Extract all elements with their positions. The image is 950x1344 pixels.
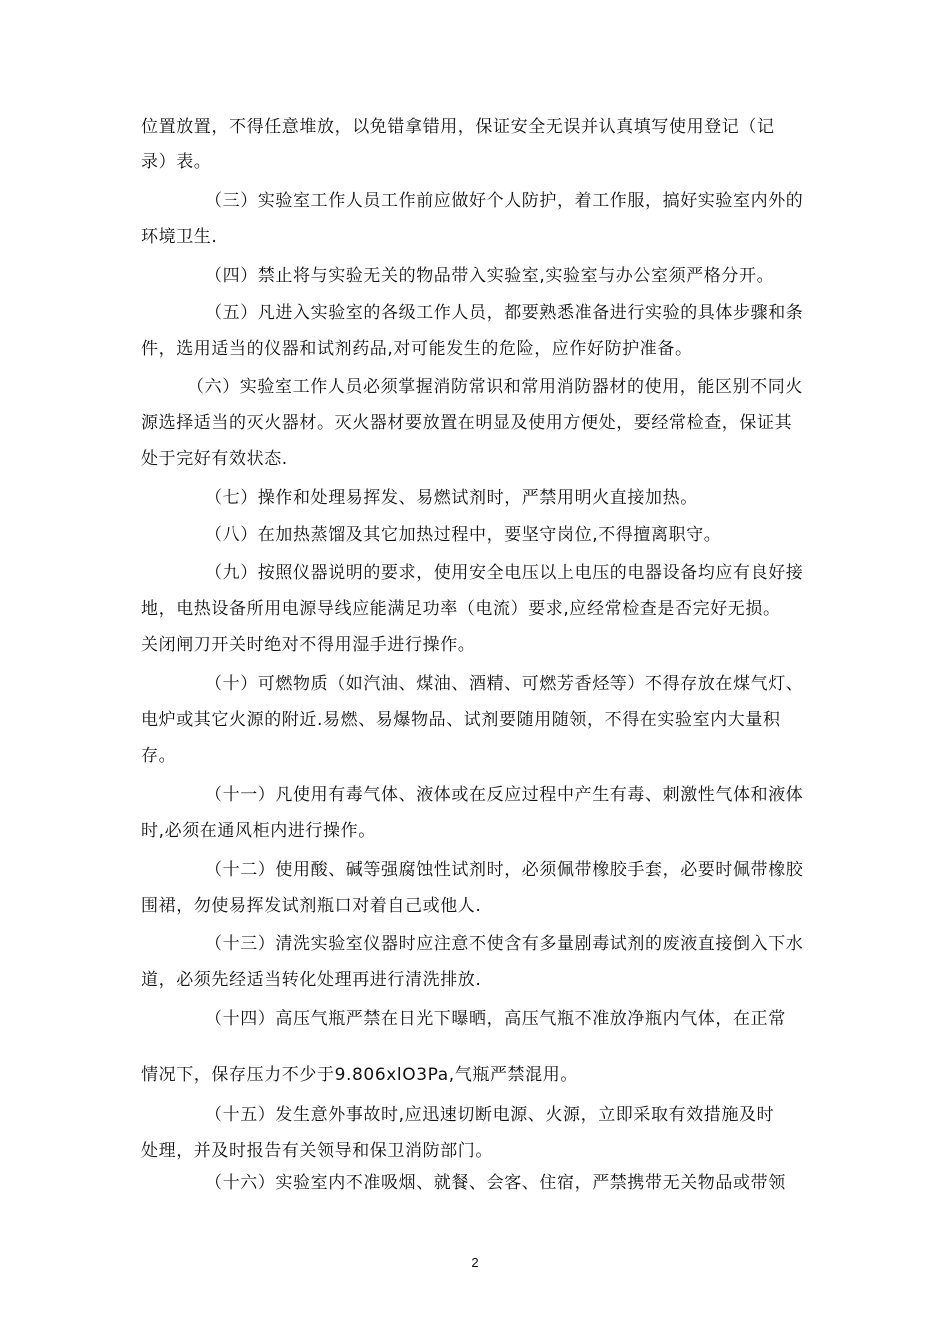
text-line: 地，电热设备所用电源导线应能满足功率（电流）要求,应经常检查是否完好无损。 [141, 599, 781, 619]
text-line: （十一）凡使用有毒气体、液体或在反应过程中产生有毒、刺激性气体和液体 [205, 785, 804, 805]
text-line: 位置放置，不得任意堆放，以免错拿错用，保证安全无误并认真填写使用登记（记 [141, 117, 775, 137]
text-line: 存。 [141, 746, 177, 766]
text-line: （十二）使用酸、碱等强腐蚀性试剂时，必须佩带橡胶手套，必要时佩带橡胶 [205, 860, 804, 880]
text-line: 处于完好有效状态. [141, 449, 288, 469]
text-line: 道，必须先经适当转化处理再进行清洗排放. [141, 970, 482, 990]
text-line: （五）凡进入实验室的各级工作人员，都要熟悉准备进行实验的具体步骤和条 [205, 303, 804, 323]
text-line: （十）可燃物质（如汽油、煤油、酒精、可燃芳香烃等）不得存放在煤气灯、 [205, 674, 804, 694]
text-line: 件，选用适当的仪器和试剂药品,对可能发生的危险，应作好防护准备。 [141, 339, 693, 359]
text-line: （六）实验室工作人员必须掌握消防常识和常用消防器材的使用，能区别不同火 [187, 377, 803, 397]
text-line: 情况下，保存压力不少于9.806xlO3Pa,气瓶严禁混用。 [141, 1065, 578, 1085]
text-line: （九）按照仪器说明的要求，使用安全电压以上电压的电器设备均应有良好接 [205, 563, 804, 583]
text-line: （四）禁止将与实验无关的物品带入实验室,实验室与办公室须严格分开。 [205, 266, 775, 286]
text-line: 围裙，勿使易挥发试剂瓶口对着自己或他人. [141, 896, 482, 916]
page-number: 2 [471, 1255, 479, 1270]
text-line: 电炉或其它火源的附近.易燃、易爆物品、试剂要随用随领，不得在实验室内大量积 [141, 710, 781, 730]
text-line: 关闭闸刀开关时绝对不得用湿手进行操作。 [141, 635, 476, 655]
text-line: （十五）发生意外事故时,应迅速切断电源、火源，立即采取有效措施及时 [205, 1105, 775, 1125]
text-line: （十三）清洗实验室仪器时应注意不使含有多量剧毒试剂的废液直接倒入下水 [205, 934, 804, 954]
text-line: 环境卫生. [141, 227, 218, 247]
text-line: 录）表。 [141, 152, 212, 172]
text-line: （八）在加热蒸馏及其它加热过程中，要坚守岗位,不得擅离职守。 [205, 525, 722, 545]
text-line: 处理，并及时报告有关领导和保卫消防部门。 [141, 1141, 493, 1161]
text-line: （十六）实验室内不准吸烟、就餐、会客、住宿，严禁携带无关物品或带领 [205, 1173, 786, 1193]
text-line: 时,必须在通风柜内进行操作。 [141, 821, 376, 841]
text-line: （三）实验室工作人员工作前应做好个人防护，着工作服，搞好实验室内外的 [205, 191, 804, 211]
text-line: 源选择适当的灭火器材。灭火器材要放置在明显及使用方便处，要经常检查，保证其 [141, 413, 793, 433]
text-line: （七）操作和处理易挥发、易燃试剂时，严禁用明火直接加热。 [205, 488, 698, 508]
text-line: （十四）高压气瓶严禁在日光下曝晒，高压气瓶不准放净瓶内气体，在正常 [205, 1009, 786, 1029]
